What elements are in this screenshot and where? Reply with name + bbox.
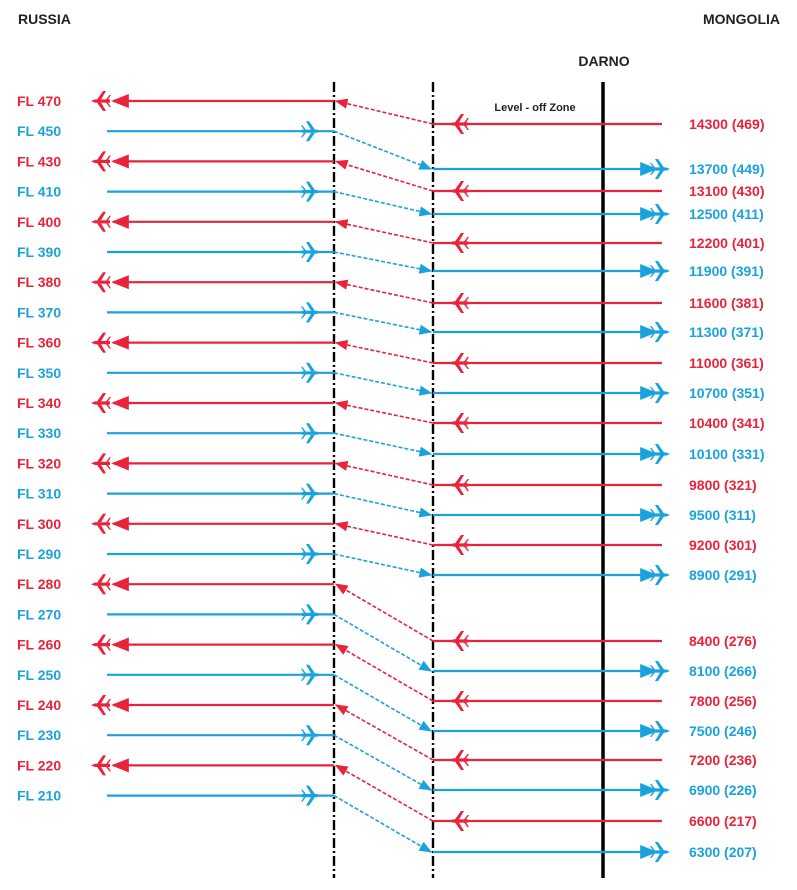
- metric-label: 7200 (236): [689, 752, 757, 768]
- metric-label: 6300 (207): [689, 844, 757, 860]
- transition-segment: [336, 282, 433, 303]
- fl-label: FL 260: [17, 636, 62, 653]
- airplane-icon: [449, 114, 469, 134]
- airplane-icon: [449, 631, 469, 651]
- flight-level-row-18: [17, 637, 757, 709]
- metric-label: 13100 (430): [689, 183, 765, 199]
- transition-segment: [336, 705, 433, 760]
- airplane-icon: [650, 661, 670, 681]
- fl-label: FL 340: [17, 395, 62, 411]
- airplane-icon: [91, 212, 111, 232]
- transition-segment: [334, 554, 431, 575]
- airplane-icon: [91, 695, 111, 715]
- transition-segment: [334, 312, 431, 332]
- airplane-icon: [650, 780, 670, 800]
- airplane-icon: [301, 182, 321, 202]
- airplane-icon: [650, 322, 670, 342]
- fl-label: FL 210: [17, 787, 62, 804]
- airplane-icon: [301, 242, 321, 262]
- airplane-icon: [301, 786, 321, 806]
- transition-segment: [334, 252, 431, 271]
- fl-label: FL 300: [17, 515, 62, 532]
- airplane-icon: [449, 181, 469, 201]
- fl-label: FL 250: [17, 666, 62, 683]
- airplane-icon: [650, 261, 670, 281]
- fl-label: FL 400: [17, 213, 62, 230]
- airplane-icon: [91, 333, 111, 353]
- airplane-icon: [91, 453, 111, 473]
- airplane-icon: [301, 544, 321, 564]
- flight-level-row-6: [17, 274, 764, 311]
- metric-label: 14300 (469): [689, 116, 765, 132]
- metric-label: 11900 (391): [689, 263, 764, 279]
- darno-label: DARNO: [578, 53, 630, 69]
- airplane-icon: [91, 514, 111, 534]
- metric-label: 9500 (311): [689, 507, 756, 523]
- airplane-icon: [301, 121, 321, 141]
- transition-segment: [336, 101, 433, 124]
- transition-segment: [336, 584, 433, 641]
- transition-segment: [334, 373, 431, 393]
- flight-level-row-19: [17, 667, 757, 739]
- flight-level-row-23: [17, 788, 757, 860]
- airplane-icon: [650, 565, 670, 585]
- transition-segment: [336, 524, 433, 545]
- title-mongolia: MONGOLIA: [703, 11, 780, 27]
- airplane-icon: [650, 842, 670, 862]
- level-off-zone-label: Level - off Zone: [494, 102, 576, 114]
- airplane-icon: [91, 635, 111, 655]
- flight-level-rows: [17, 91, 765, 862]
- flight-level-row-4: [17, 214, 765, 251]
- fl-label: FL 360: [17, 334, 62, 351]
- airplane-icon: [301, 363, 321, 383]
- fl-label: FL 280: [17, 576, 62, 593]
- transition-segment: [336, 403, 433, 423]
- airplane-icon: [449, 750, 469, 770]
- transition-segment: [336, 343, 433, 363]
- metric-label: 13700 (449): [689, 161, 765, 177]
- metric-label: 10700 (351): [689, 385, 765, 401]
- metric-label: 12200 (401): [689, 235, 765, 251]
- fl-label: FL 290: [17, 546, 62, 562]
- metric-label: 8400 (276): [689, 633, 757, 649]
- airplane-icon: [301, 665, 321, 685]
- metric-label: 10400 (341): [689, 415, 765, 431]
- flight-level-row-13: [17, 486, 756, 523]
- airplane-icon: [301, 302, 321, 322]
- transition-segment: [334, 735, 431, 790]
- transition-segment: [334, 131, 431, 169]
- airplane-icon: [449, 535, 469, 555]
- airplane-icon: [91, 272, 111, 292]
- flight-level-row-12: [17, 455, 757, 493]
- transition-segment: [336, 463, 433, 485]
- metric-label: 8900 (291): [689, 567, 757, 583]
- fl-label: FL 370: [17, 304, 62, 321]
- transition-segment: [334, 433, 431, 454]
- metric-label: 6900 (226): [689, 782, 757, 798]
- transition-segment: [336, 161, 433, 191]
- flight-level-row-22: [17, 757, 757, 829]
- fl-label: FL 390: [17, 244, 62, 260]
- fl-label: FL 380: [17, 274, 62, 291]
- fl-label: FL 330: [17, 425, 62, 442]
- airplane-icon: [301, 604, 321, 624]
- airplane-icon: [650, 159, 670, 179]
- airplane-icon: [449, 691, 469, 711]
- flight-level-row-10: [17, 395, 765, 431]
- airplane-icon: [650, 444, 670, 464]
- airplane-icon: [91, 393, 111, 413]
- metric-label: 6600 (217): [689, 813, 757, 829]
- fl-label: FL 410: [17, 183, 62, 200]
- airplane-icon: [449, 233, 469, 253]
- fl-label: FL 270: [17, 606, 62, 623]
- airplane-icon: [449, 293, 469, 313]
- metric-label: 7500 (246): [689, 723, 757, 739]
- airplane-icon: [650, 204, 670, 224]
- flight-level-row-20: [17, 697, 757, 768]
- transition-segment: [334, 675, 431, 731]
- transition-segment: [334, 796, 431, 852]
- flight-level-row-17: [17, 606, 757, 679]
- airplane-icon: [449, 475, 469, 495]
- metric-label: 11600 (381): [689, 295, 764, 311]
- flight-level-row-15: [17, 546, 757, 583]
- fl-label: FL 320: [17, 455, 62, 472]
- metric-label: 8100 (266): [689, 663, 757, 679]
- airplane-icon: [91, 91, 111, 111]
- transition-segment: [334, 614, 431, 671]
- metric-label: 10100 (331): [689, 446, 765, 462]
- flight-level-row-8: [17, 335, 764, 371]
- airplane-icon: [91, 574, 111, 594]
- flight-level-row-16: [17, 576, 757, 649]
- airplane-icon: [301, 484, 321, 504]
- metric-label: 11300 (371): [689, 324, 764, 340]
- transition-segment: [334, 494, 431, 515]
- transition-segment: [336, 645, 433, 701]
- title-russia: RUSSIA: [18, 11, 71, 27]
- metric-label: 12500 (411): [689, 206, 764, 222]
- airplane-icon: [301, 725, 321, 745]
- flight-level-row-14: [17, 516, 757, 553]
- airplane-icon: [449, 811, 469, 831]
- fl-label: FL 310: [17, 485, 62, 502]
- transition-segment: [334, 192, 431, 214]
- flight-level-row-7: [17, 304, 764, 340]
- airplane-icon: [91, 755, 111, 775]
- airplane-icon: [650, 721, 670, 741]
- transition-segment: [336, 222, 433, 243]
- metric-label: 7800 (256): [689, 693, 757, 709]
- flight-level-row-3: [17, 184, 764, 222]
- flight-level-row-0: [17, 93, 765, 132]
- fl-label: FL 430: [17, 153, 62, 170]
- fl-label: FL 230: [17, 727, 62, 744]
- flight-level-row-21: [17, 727, 757, 798]
- metric-label: 9800 (321): [689, 477, 757, 493]
- airplane-icon: [91, 151, 111, 171]
- airplane-icon: [449, 353, 469, 373]
- fl-label: FL 220: [17, 757, 62, 774]
- airplane-icon: [650, 383, 670, 403]
- metric-label: 9200 (301): [689, 537, 757, 553]
- fl-label: FL 350: [17, 364, 62, 381]
- airplane-icon: [650, 505, 670, 525]
- airplane-icon: [449, 413, 469, 433]
- flight-level-row-5: [17, 244, 764, 279]
- fl-label: FL 450: [17, 123, 62, 140]
- fl-label: FL 470: [17, 93, 62, 109]
- metric-label: 11000 (361): [689, 355, 764, 371]
- airplane-icon: [301, 423, 321, 443]
- fl-label: FL 240: [17, 697, 62, 713]
- transition-segment: [336, 765, 433, 821]
